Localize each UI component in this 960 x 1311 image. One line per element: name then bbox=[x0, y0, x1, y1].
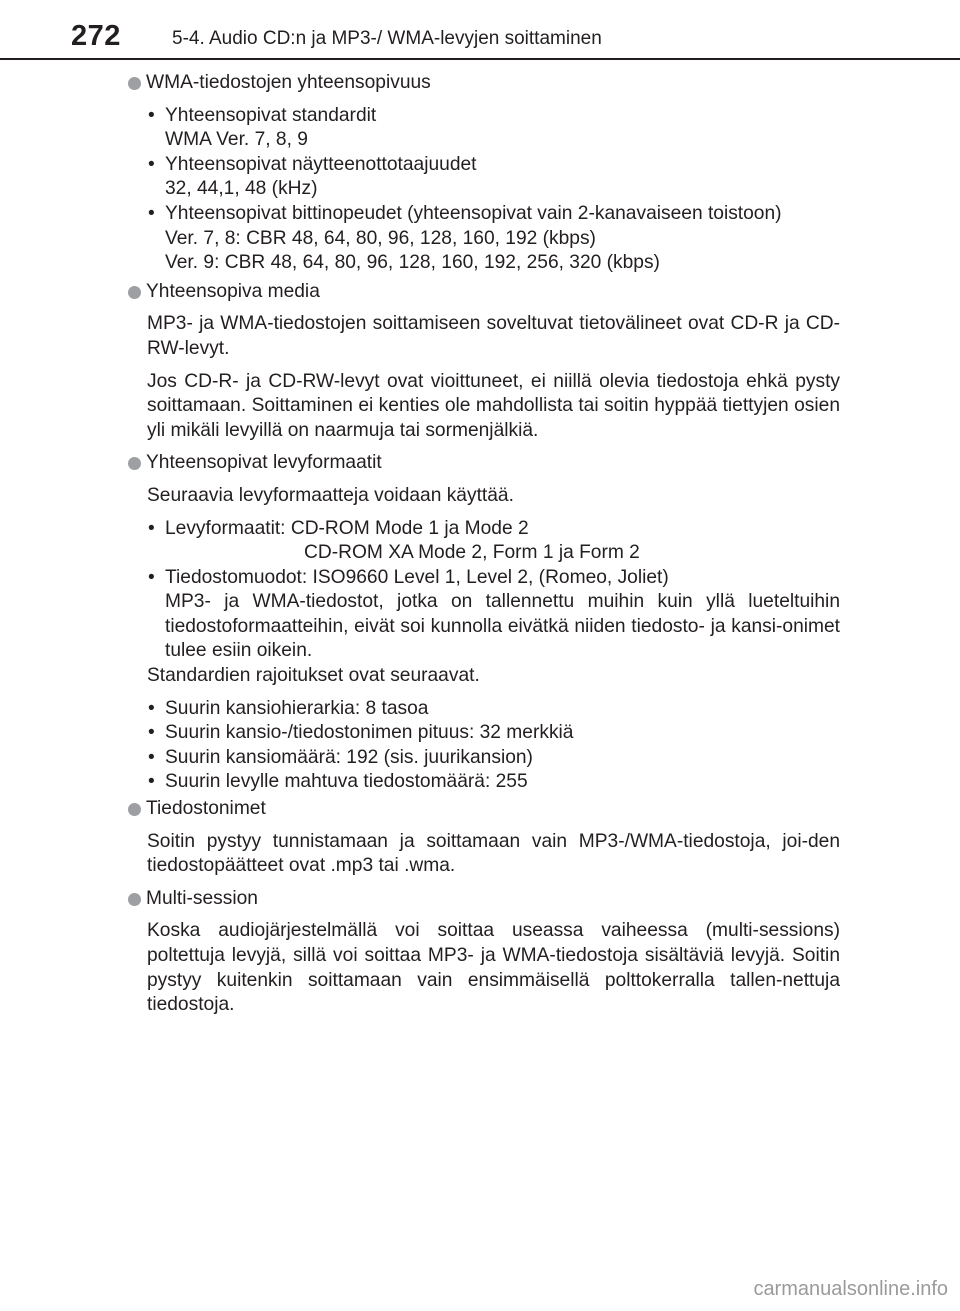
section-title: Yhteensopiva media bbox=[128, 280, 840, 305]
bullet-dot-icon bbox=[128, 893, 141, 906]
section-title: Multi-session bbox=[128, 887, 840, 912]
section-title: Yhteensopivat levyformaatit bbox=[128, 451, 840, 476]
section-wma bbox=[128, 71, 840, 276]
section-formats bbox=[128, 451, 840, 795]
section-media bbox=[128, 280, 840, 444]
header-rule bbox=[0, 58, 960, 60]
paragraph: Standardien rajoitukset ovat seuraavat. bbox=[147, 665, 480, 687]
bullet-list bbox=[147, 697, 840, 795]
list-item: • Suurin kansio-/tiedostonimen pituus: 32 merkkiä bbox=[147, 721, 840, 746]
list-item: • Suurin kansiohierarkia: 8 tasoa bbox=[147, 697, 840, 722]
paragraph: Koska audiojärjestelmällä voi soittaa useassa vaiheessa (multi-sessions) poltettuja levyjä, sillä voi soittaa MP3- ja WMA-tiedostoja sisältäviä levyjä. Soitin pystyy kuitenkin soittamaan vain ensimmäisellä polttokerralla tallen-nettuja tiedostoja. bbox=[147, 920, 840, 1016]
section-multisession bbox=[128, 887, 840, 1018]
list-item: • Yhteensopivat bittinopeudet (yhteensopivat vain 2-kanavaiseen toistoon) Ver. 7, 8: CBR 48, 64, 80, 96, 128, 160, 192 (kbps) Ver. 9: CBR 48, 64, 80, 96, 128, 160, 192, 256, 320 (kbps) bbox=[147, 202, 840, 276]
chapter-title: 5-4. Audio CD:n ja MP3-/ WMA-levyjen soittaminen bbox=[172, 28, 602, 49]
list-item: • Yhteensopivat näytteenottotaajuudet 32, 44,1, 48 (kHz) bbox=[147, 153, 840, 202]
bullet-dot-icon bbox=[128, 77, 141, 90]
paragraph: Soitin pystyy tunnistamaan ja soittamaan vain MP3-/WMA-tiedostoja, joi-den tiedostopäätteet ovat .mp3 tai .wma. bbox=[147, 830, 840, 877]
list-item: • Tiedostomuodot: ISO9660 Level 1, Level 2, (Romeo, Joliet) MP3- ja WMA-tiedostot, jotka on tallennettu muihin kuin yllä lueteltuihin tiedostoformaatteihin, eivät soi kunnolla eivätkä niiden tiedosto- ja kansi-onimet tulee esiin oikein. bbox=[147, 566, 840, 664]
bullet-list bbox=[147, 517, 840, 665]
page-content bbox=[128, 71, 840, 1026]
list-item: • Suurin kansiomäärä: 192 (sis. juurikansion) bbox=[147, 746, 840, 771]
paragraph: Seuraavia levyformaatteja voidaan käyttää. bbox=[147, 484, 514, 506]
section-title: Tiedostonimet bbox=[128, 797, 840, 822]
list-item: • Suurin levylle mahtuva tiedostomäärä: 255 bbox=[147, 770, 840, 795]
paragraph: Jos CD-R- ja CD-RW-levyt ovat vioittuneet, ei niillä olevia tiedostoja ehkä pysty soittamaan. Soittaminen ei kenties ole mahdollista tai soitin hyppää tiettyjen osien yli mikäli levyillä on naarmuja tai sormenjälkiä. bbox=[147, 370, 840, 441]
bullet-list bbox=[147, 104, 840, 276]
paragraph: MP3- ja WMA-tiedostojen soittamiseen soveltuvat tietovälineet ovat CD-R ja CD-RW-levyt. bbox=[147, 313, 840, 359]
page-header bbox=[0, 0, 960, 62]
section-title: WMA-tiedostojen yhteensopivuus bbox=[128, 71, 840, 96]
section-filenames bbox=[128, 797, 840, 879]
list-item: • Levyformaatit: CD-ROM Mode 1 ja Mode 2 CD-ROM XA Mode 2, Form 1 ja Form 2 bbox=[147, 517, 840, 566]
bullet-dot-icon bbox=[128, 457, 141, 470]
bullet-dot-icon bbox=[128, 803, 141, 816]
bullet-dot-icon bbox=[128, 286, 141, 299]
watermark: carmanualsonline.info bbox=[753, 1278, 948, 1300]
list-item: • Yhteensopivat standardit WMA Ver. 7, 8, 9 bbox=[147, 104, 840, 153]
page-number: 272 bbox=[71, 20, 121, 52]
